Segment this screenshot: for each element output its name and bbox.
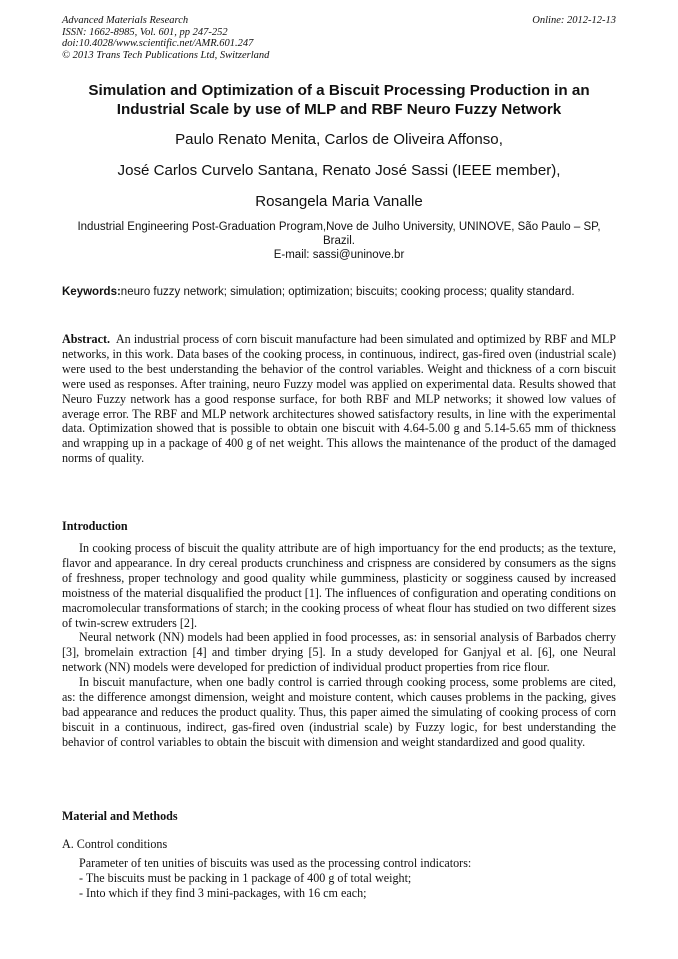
author-line: Rosangela Maria Vanalle [255, 193, 423, 210]
list-item: - Into which if they find 3 mini-packages, with 16 cm each; [79, 886, 367, 900]
author-line: Paulo Renato Menita, Carlos de Oliveira Affonso, [175, 131, 503, 148]
paragraph: In cooking process of biscuit the quality attribute are of high importuancy for the end products; as the texture, flavor and appearance. In dry cereal products crunchiness and crispness are considered by consumers as the signs of freshness, proper technology and good quality while gumminess, plasticity or sogginess caused by increased moistness of the material disqualified the product [1]. The influences of configuration and operating conditions on macromolecular transformations of starch; in the cooking process of wheat flour has studied on two different sizes of twin-screw extruders [2]. [62, 541, 616, 630]
doi-line: doi:10.4028/www.scientific.net/AMR.601.247 [62, 38, 254, 50]
email: E-mail: sassi@uninove.br [273, 249, 405, 261]
control-intro: Parameter of ten unities of biscuits was used as the processing control indicators: [79, 856, 472, 870]
list-item: - The biscuits must be packing in 1 package of 400 g of total weight; [79, 871, 412, 885]
abstract-label: Abstract. [62, 332, 111, 346]
introduction-heading: Introduction [62, 519, 128, 533]
author-list [62, 130, 616, 223]
paragraph: In biscuit manufacture, when one badly control is carried through cooking process, some problems are cited, as: the difference amongst dimension, weight and moisture content, which causes problems in the packing, gives bad appearance and reduces the product quality. Thus, this paper aimed the simulating of cooking process of corn biscuit in a continuous, indirect, gas-fired oven (industrial scale) by Fuzzy logic, for best understanding the behavior of control variables to obtain the biscuit with dimension and weight standardized and good quality. [62, 675, 616, 749]
issn-line: ISSN: 1662-8985, Vol. 601, pp 247-252 [62, 26, 228, 38]
paragraph: Neural network (NN) models had been applied in food processes, as: in sensorial analysis of Barbados cherry [3], bromelain extraction [4] and timber drying [5]. In a study developed for Ganjyal et al. [6], one Neural network (NN) models were developed for prediction of individual product properties from rice flour. [62, 630, 616, 675]
affiliation-block [62, 220, 616, 262]
keywords-label: Keywords: [62, 286, 121, 298]
copyright-line: © 2013 Trans Tech Publications Ltd, Switzerland [62, 49, 270, 61]
control-conditions-subheading: A. Control conditions [62, 837, 168, 851]
author-line: José Carlos Curvelo Santana, Renato José Sassi (IEEE member), [117, 162, 561, 179]
abstract [62, 332, 616, 466]
methods-heading: Material and Methods [62, 809, 178, 823]
abstract-text: An industrial process of corn biscuit manufacture had been simulated and optimized by RBF and MLP networks, in this work. Data bases of the cooking process, in continuous, indirect, gas-fired oven (industrial scale) were used to the best understanding the behavior of the control variables. Weight and thickness of a corn biscuit were used as responses. After training, neuro Fuzzy model was applied on experimental data. Results showed that Neuro Fuzzy network has a good response surface, for both RBF and MLP networks; it showed low values of average error. The RBF and MLP network architectures showed satisfactory results, in line with the experimental data. Optimization showed that is possible to obtain one biscuit with 4.64-5.00 g and 5.14-5.65 mm of thickness and wrapping up in a package of 400 g of net weight. This allows the maintenance of the product of the damaged norms of quality. [62, 332, 616, 466]
control-conditions-body [62, 856, 616, 901]
online-date: Online: 2012-12-13 [532, 15, 616, 26]
paper-title: Simulation and Optimization of a Biscuit Processing Production in an Industrial Scale by use of MLP and RBF Neuro Fuzzy Network [88, 82, 590, 118]
keywords [62, 285, 616, 300]
journal-header [62, 15, 616, 61]
keywords-text: neuro fuzzy network; simulation; optimization; biscuits; cooking process; quality standard. [120, 286, 575, 298]
journal-name: Advanced Materials Research [62, 15, 189, 26]
affiliation: Industrial Engineering Post-Graduation Program,Nove de Julho University, UNINOVE, São Paulo – SP, Brazil. [77, 221, 601, 247]
introduction-body [62, 541, 616, 750]
